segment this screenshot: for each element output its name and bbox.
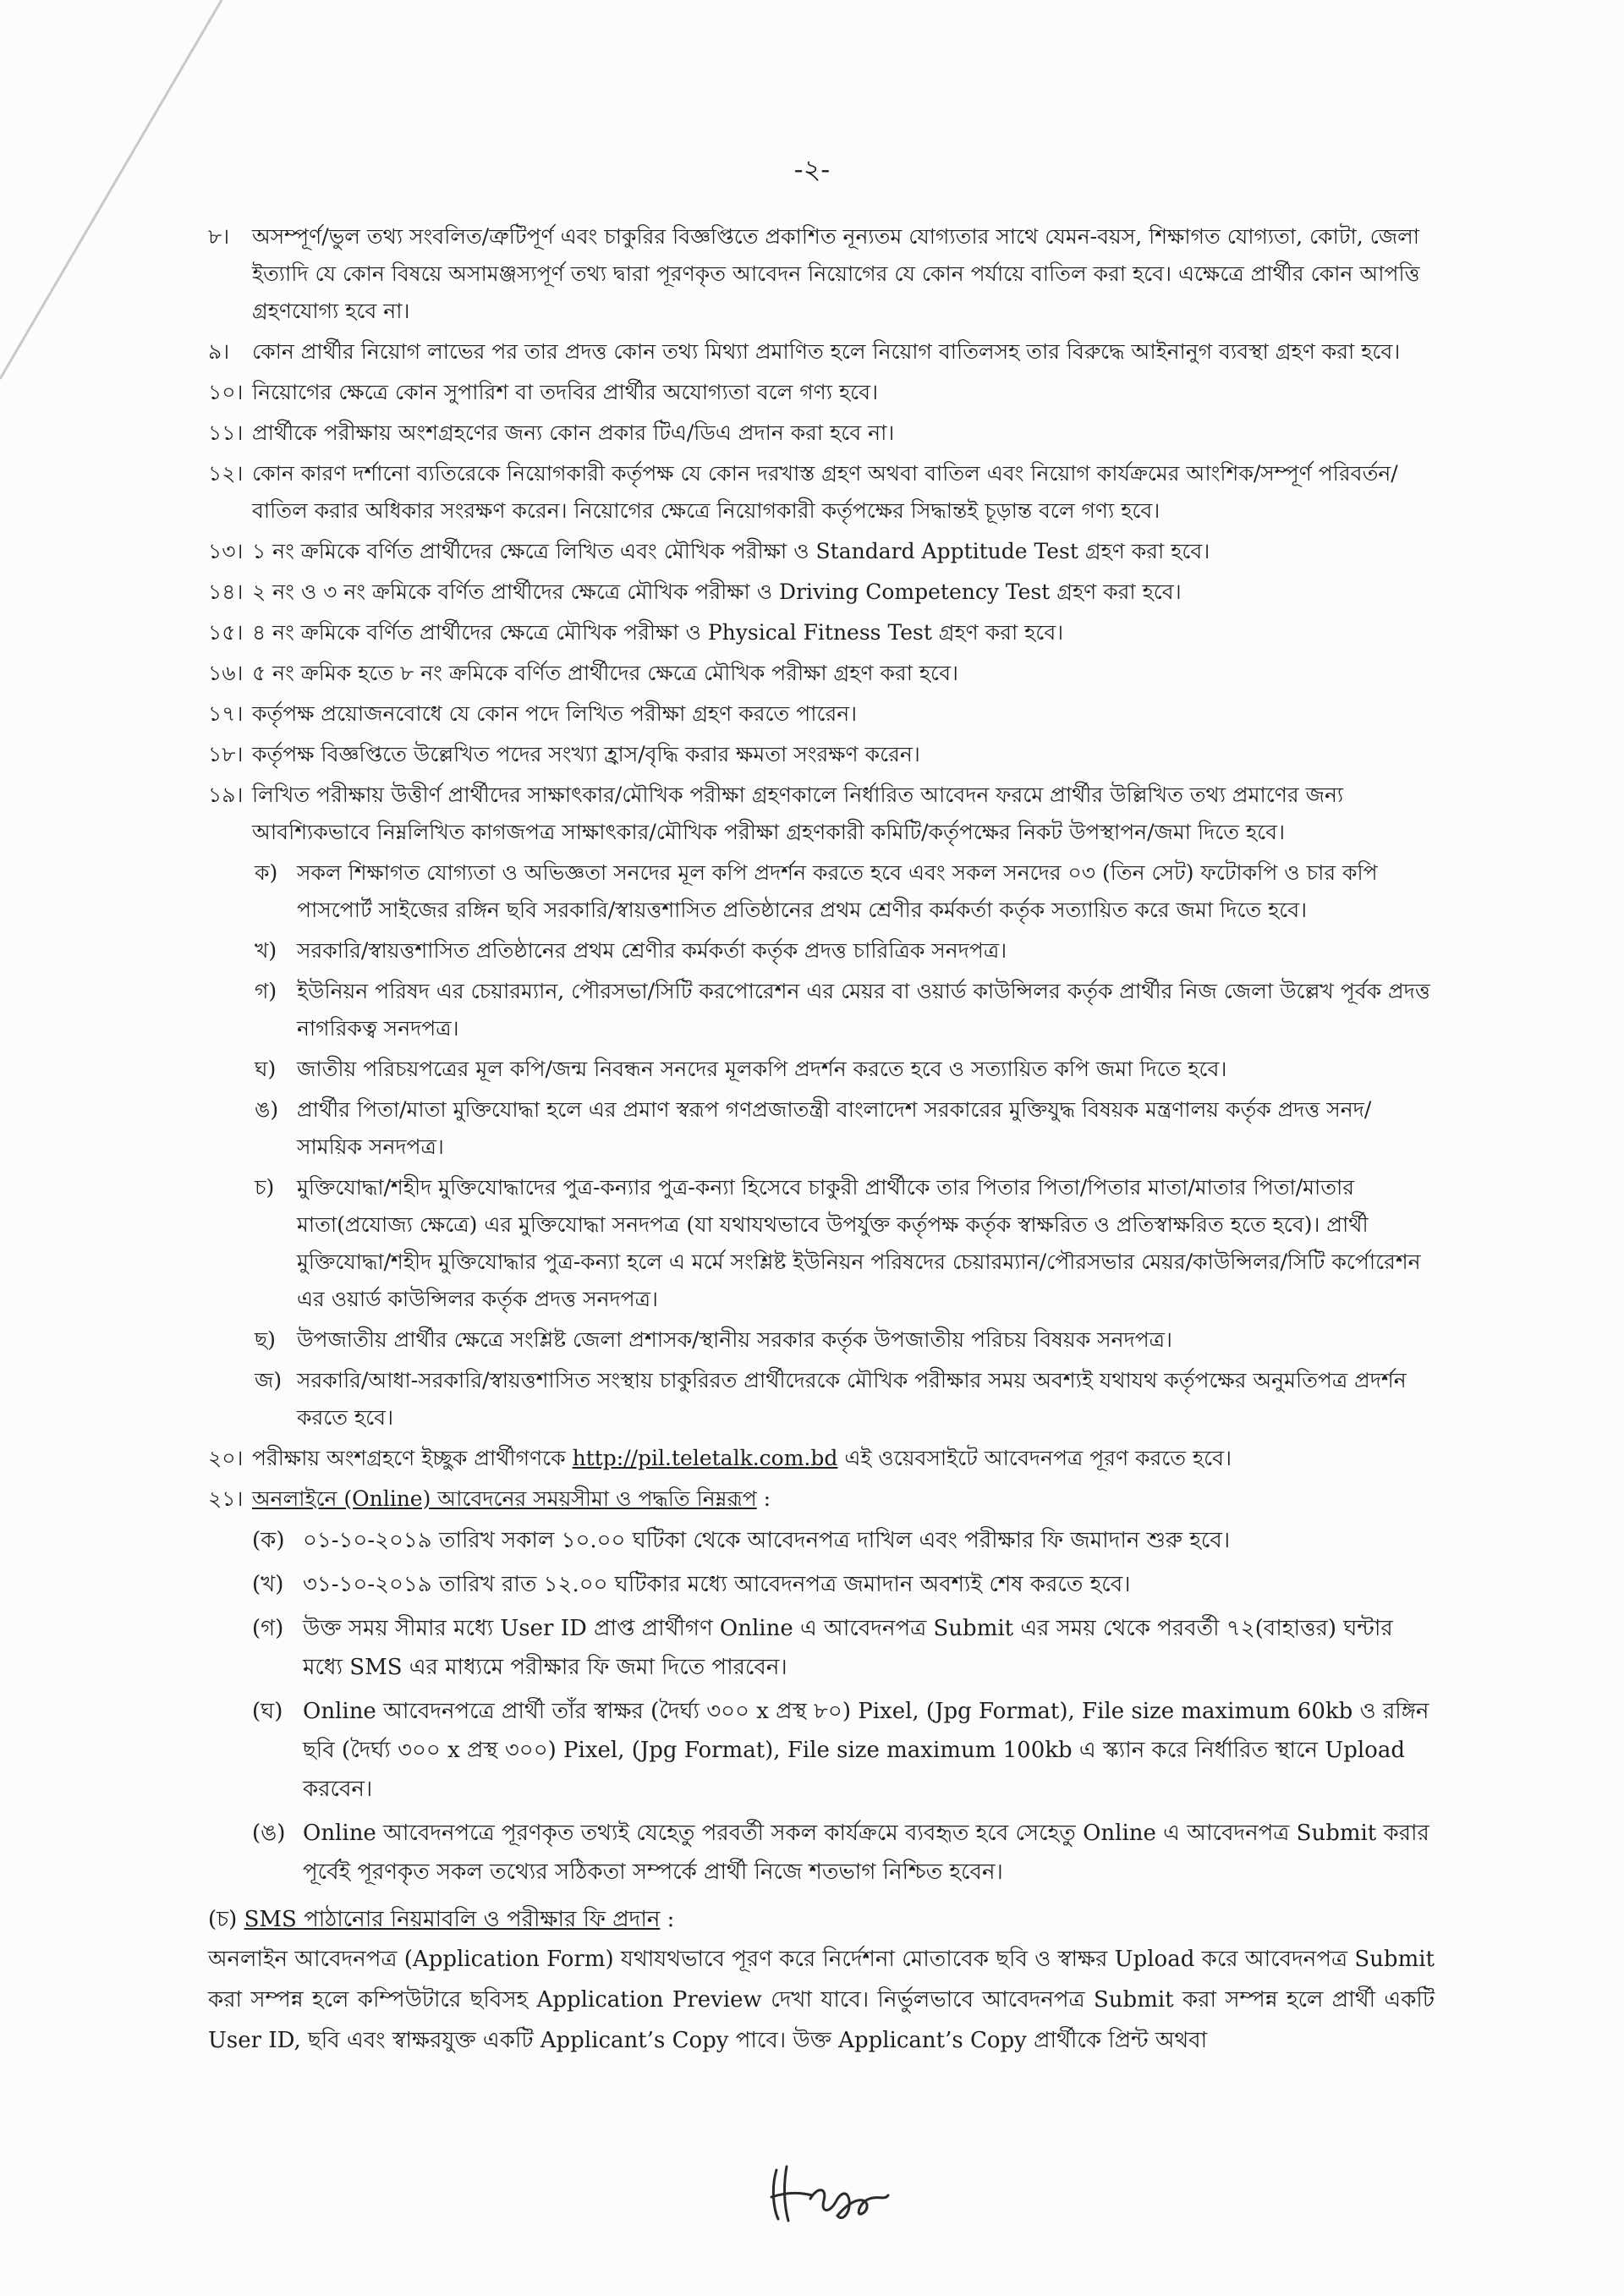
online-item-text: Online আবেদনপত্রে পূরণকৃত তথ্যই যেহেতু পরবর্তী সকল কার্যক্রমে ব্যবহৃত হবে সেহেতু Online এ আবেদনপত্র Submit করার পূর্বেই পূরণকৃত সকল তথ্যের সঠিকতা সম্পর্কে প্রার্থী নিজে শতভাগ নিশ্চিত হবেন। [303,1821,1429,1885]
item-number: ২০। [208,1446,244,1470]
online-item-umo [208,1814,1435,1892]
list-item-9 [208,333,1435,371]
online-item-text: ৩১-১০-২০১৯ তারিখ রাত ১২.০০ ঘটিকার মধ্যে আবেদনপত্র জমাদান অবশ্যই শেষ করতে হবে। [303,1572,1131,1597]
item-text: প্রার্থীকে পরীক্ষায় অংশগ্রহণের জন্য কোন প্রকার টিএ/ডিএ প্রদান করা হবে না। [252,420,895,445]
online-item-label: (খ) [252,1572,284,1597]
sub-item-ka [208,854,1435,929]
item-text-after: এই ওয়েবসাইটে আবেদনপত্র পূরণ করতে হবে। [844,1446,1232,1470]
sub-item-text: মুক্তিযোদ্ধা/শহীদ মুক্তিযোদ্ধাদের পুত্র-কন্যার পুত্র-কন্যা হিসেবে চাকুরী প্রার্থীকে তার পিতার পিতা/পিতার মাতা/মাতার পিতা/মাতার মাতা(প্রযোজ্য ক্ষেত্রে) এর মুক্তিযোদ্ধা সনদপত্র (যা যথাযথভাবে উপর্যুক্ত কর্তৃপক্ষ কর্তৃক স্বাক্ষরিত ও প্রতিস্বাক্ষরিত হতে হবে)। প্রার্থী মুক্তিযোদ্ধা/শহীদ মুক্তিযোদ্ধার পুত্র-কন্যা হলে এ মর্মে সংশ্লিষ্ট ইউনিয়ন পরিষদের চেয়ারম্যান/পৌরসভার মেয়র/কাউন্সিলর/সিটি কর্পোরেশন এর ওয়ার্ড কাউন্সিলর কর্তৃক প্রদত্ত সনদপত্র। [297,1175,1421,1311]
sub-item-umo [208,1091,1435,1166]
sub-item-text: সকল শিক্ষাগত যোগ্যতা ও অভিজ্ঞতা সনদের মূল কপি প্রদর্শন করতে হবে এবং সকল সনদের ০৩ (তিন সেট) ফটোকপি ও চার কপি পাসপোর্ট সাইজের রঙ্গিন ছবি সরকারি/স্বায়ত্তশাসিত প্রতিষ্ঠানের প্রথম শ্রেণীর কর্মকর্তা কর্তৃক সত্যায়িত করে জমা দিতে হবে। [297,860,1378,922]
sms-section-title: SMS পাঠানোর নিয়মাবলি ও পরীক্ষার ফি প্রদান [244,1907,661,1932]
sms-section-label: (চ) [208,1907,238,1932]
online-item-text: ০১-১০-২০১৯ তারিখ সকাল ১০.০০ ঘটিকা থেকে আবেদনপত্র দাখিল এবং পরীক্ষার ফি জমাদান শুরু হবে। [303,1528,1231,1553]
list-item-17 [208,695,1435,733]
sub-item-cha [208,1169,1435,1318]
item-number: ৮। [208,224,230,249]
handwritten-signature-icon [761,2161,905,2229]
item-number: ২১। [208,1486,244,1511]
online-item-ga [208,1609,1435,1687]
sub-item-ja [208,1362,1435,1436]
item-number: ১৪। [208,579,244,604]
list-item-10 [208,374,1435,411]
sub-item-text: সরকারি/আধা-সরকারি/স্বায়ত্তশাসিত সংস্থায় চাকুরিরত প্রার্থীদেরকে মৌখিক পরীক্ষার সময় অবশ্যই যথাযথ কর্তৃপক্ষের অনুমতিপত্র প্রদর্শন করতে হবে। [297,1368,1407,1430]
sub-item-text: প্রার্থীর পিতা/মাতা মুক্তিযোদ্ধা হলে এর প্রমাণ স্বরূপ গণপ্রজাতন্ত্রী বাংলাদেশ সরকারের মুক্তিযুদ্ধ বিষয়ক মন্ত্রণালয় কর্তৃক প্রদত্ত সনদ/সাময়িক সনদপত্র। [297,1097,1372,1159]
item-text: ৫ নং ক্রমিক হতে ৮ নং ক্রমিকে বর্ণিত প্রার্থীদের ক্ষেত্রে মৌখিক পরীক্ষা গ্রহণ করা হবে। [252,661,958,685]
online-item-label: (গ) [252,1616,284,1641]
list-item-12 [208,455,1435,530]
online-item-ka [208,1521,1435,1560]
item-text: অসম্পূর্ণ/ভুল তথ্য সংবলিত/ত্রুটিপূর্ণ এবং চাকুরির বিজ্ঞপ্তিতে প্রকাশিত নূন্যতম যোগ্যতার সাথে যেমন-বয়স, শিক্ষাগত যোগ্যতা, কোটা, জেলা ইত্যাদি যে কোন বিষয়ে অসামঞ্জস্যপূর্ণ তথ্য দ্বারা পূরণকৃত আবেদন নিয়োগের যে কোন পর্যায়ে বাতিল করা হবে। এক্ষেত্রে প্রার্থীর কোন আপত্তি গ্রহণযোগ্য হবে না। [252,224,1420,323]
item-text: লিখিত পরীক্ষায় উত্তীর্ণ প্রার্থীদের সাক্ষাৎকার/মৌখিক পরীক্ষা গ্রহণকালে নির্ধারিত আবেদন ফরমে প্রার্থীর উল্লিখিত তথ্য প্রমাণের জন্য আবশ্যিকভাবে নিম্নলিখিত কাগজপত্র সাক্ষাৎকার/মৌখিক পরীক্ষা গ্রহণকারী কমিটি/কর্তৃপক্ষের নিকট উপস্থাপন/জমা দিতে হবে। [252,783,1344,844]
sub-item-label: চ) [255,1175,275,1200]
item-text-before: পরীক্ষায় অংশগ্রহণে ইচ্ছুক প্রার্থীগণকে [252,1446,566,1470]
list-item-15 [208,614,1435,651]
online-item-text: Online আবেদনপত্রে প্রার্থী তাঁর স্বাক্ষর (দৈর্ঘ্য ৩০০ x প্রস্থ ৮০) Pixel, (Jpg Format), File size maximum 60kb ও রঙ্গিন ছবি (দৈর্ঘ্য ৩০০ x প্রস্থ ৩০০) Pixel, (Jpg Format), File size maximum 100kb এ স্ক্যান করে নির্ধারিত স্থানে Upload করবেন। [303,1699,1429,1802]
sub-item-label: ছ) [255,1327,276,1352]
item-text: ১ নং ক্রমিকে বর্ণিত প্রার্থীদের ক্ষেত্রে লিখিত এবং মৌখিক পরীক্ষা ও Standard Apptitude Test গ্রহণ করা হবে। [252,539,1210,563]
item-number: ১৬। [208,661,244,685]
item-text: ২ নং ও ৩ নং ক্রমিকে বর্ণিত প্রার্থীদের ক্ষেত্রে মৌখিক পরীক্ষা ও Driving Competency Test গ্রহণ করা হবে। [252,579,1182,604]
item-text: নিয়োগের ক্ষেত্রে কোন সুপারিশ বা তদবির প্রার্থীর অযোগ্যতা বলে গণ্য হবে। [252,380,879,404]
online-heading: অনলাইনে (Online) আবেদনের সময়সীমা ও পদ্ধতি নিম্নরূপ [252,1486,757,1511]
online-item-label: (ঘ) [252,1699,283,1724]
sub-item-gha [208,1051,1435,1088]
item-text: কোন কারণ দর্শানো ব্যতিরেকে নিয়োগকারী কর্তৃপক্ষ যে কোন দরখাস্ত গ্রহণ অথবা বাতিল এবং নিয়োগ কার্যক্রমের আংশিক/সম্পূর্ণ পরিবর্তন/বাতিল করার অধিকার সংরক্ষণ করেন। নিয়োগের ক্ষেত্রে নিয়োগকারী কর্তৃপক্ষের সিদ্ধান্তই চূড়ান্ত বলে গণ্য হবে। [252,461,1398,523]
sms-section-colon: : [667,1907,675,1932]
sub-item-label: গ) [255,979,277,1003]
sub-item-label: খ) [255,938,277,963]
sub-item-text: জাতীয় পরিচয়পত্রের মূল কপি/জন্ম নিবন্ধন সনদের মূলকপি প্রদর্শন করতে হবে ও সত্যায়িত কপি জমা দিতে হবে। [297,1057,1227,1081]
item-text: কর্তৃপক্ষ প্রয়োজনবোধে যে কোন পদে লিখিত পরীক্ষা গ্রহণ করতে পারেন। [252,701,858,726]
list-item-18 [208,736,1435,773]
online-item-label: (ক) [252,1528,285,1553]
item-number: ৯। [208,339,230,364]
scan-edge-shadow [0,0,228,398]
item-number: ১১। [208,420,244,445]
online-item-text: উক্ত সময় সীমার মধ্যে User ID প্রাপ্ত প্রার্থীগণ Online এ আবেদনপত্র Submit এর সময় থেকে পরবর্তী ৭২(বাহাত্তর) ঘন্টার মধ্যে SMS এর মাধ্যমে পরীক্ষার ফি জমা দিতে পারবেন। [303,1616,1393,1680]
item-number: ১০। [208,380,244,404]
item-number: ১৯। [208,783,244,807]
sub-item-text: সরকারি/স্বায়ত্তশাসিত প্রতিষ্ঠানের প্রথম শ্রেণীর কর্মকর্তা কর্তৃক প্রদত্ত চারিত্রিক সনদপত্র। [297,938,1007,963]
item-number: ১৭। [208,701,244,726]
item-text: ৪ নং ক্রমিকে বর্ণিত প্রার্থীদের ক্ষেত্রে মৌখিক পরীক্ষা ও Physical Fitness Test গ্রহণ করা হবে। [252,620,1064,645]
page-number: -২- [793,153,831,185]
list-item-16 [208,655,1435,692]
heading-colon: : [763,1486,771,1511]
list-item-19 [208,777,1435,851]
list-item-14 [208,574,1435,611]
sms-section-paragraph: অনলাইন আবেদনপত্র (Application Form) যথাযথভাবে পূরণ করে নির্দেশনা মোতাবেক ছবি ও স্বাক্ষর Upload করে আবেদনপত্র Submit করা সম্পন্ন হলে কম্পিউটারে ছবিসহ Application Preview দেখা যাবে। নির্ভুলভাবে আবেদনপত্র Submit করা সম্পন্ন হলে প্রার্থী একটি User ID, ছবি এবং স্বাক্ষরযুক্ত একটি Applicant’s Copy পাবে। উক্ত Applicant’s Copy প্রার্থীকে প্রিন্ট অথবা [208,1947,1435,2053]
sub-item-ga [208,973,1435,1047]
list-item-8 [208,218,1435,330]
item-number: ১৮। [208,742,244,766]
sub-item-label: ক) [255,860,278,885]
sms-section-heading [208,1900,1435,1939]
sub-item-text: ইউনিয়ন পরিষদ এর চেয়ারম্যান, পৌরসভা/সিটি করপোরেশন এর মেয়র বা ওয়ার্ড কাউন্সিলর কর্তৃক প্রার্থীর নিজ জেলা উল্লেখ পূর্বক প্রদত্ত নাগরিকত্ব সনদপত্র। [297,979,1430,1041]
item-text: কোন প্রার্থীর নিয়োগ লাভের পর তার প্রদত্ত কোন তথ্য মিথ্যা প্রমাণিত হলে নিয়োগ বাতিলসহ তার বিরুদ্ধে আইনানুগ ব্যবস্থা গ্রহণ করা হবে। [252,339,1401,364]
sub-item-label: ঘ) [255,1057,277,1081]
sub-item-kha [208,932,1435,969]
sub-item-label: জ) [255,1368,283,1392]
list-item-11 [208,415,1435,452]
sub-item-chha [208,1321,1435,1359]
online-item-label: (ঙ) [252,1821,286,1846]
sub-item-text: উপজাতীয় প্রার্থীর ক্ষেত্রে সংশ্লিষ্ট জেলা প্রশাসক/স্থানীয় সরকার কর্তৃক উপজাতীয় পরিচয় বিষয়ক সনদপত্র। [297,1327,1172,1352]
online-item-kha [208,1565,1435,1604]
list-item-13 [208,533,1435,570]
list-item-20 [208,1440,1435,1477]
item-number: ১৩। [208,539,244,563]
list-item-21 [208,1480,1435,1518]
item-text: কর্তৃপক্ষ বিজ্ঞপ্তিতে উল্লেখিত পদের সংখ্যা হ্রাস/বৃদ্ধি করার ক্ষমতা সংরক্ষণ করেন। [252,742,920,766]
document-body [208,218,1435,2061]
online-item-gha [208,1692,1435,1809]
item-number: ১৫। [208,620,244,645]
item-number: ১২। [208,461,244,486]
website-link[interactable]: http://pil.teletalk.com.bd [572,1446,838,1470]
sub-item-label: ঙ) [255,1097,279,1122]
